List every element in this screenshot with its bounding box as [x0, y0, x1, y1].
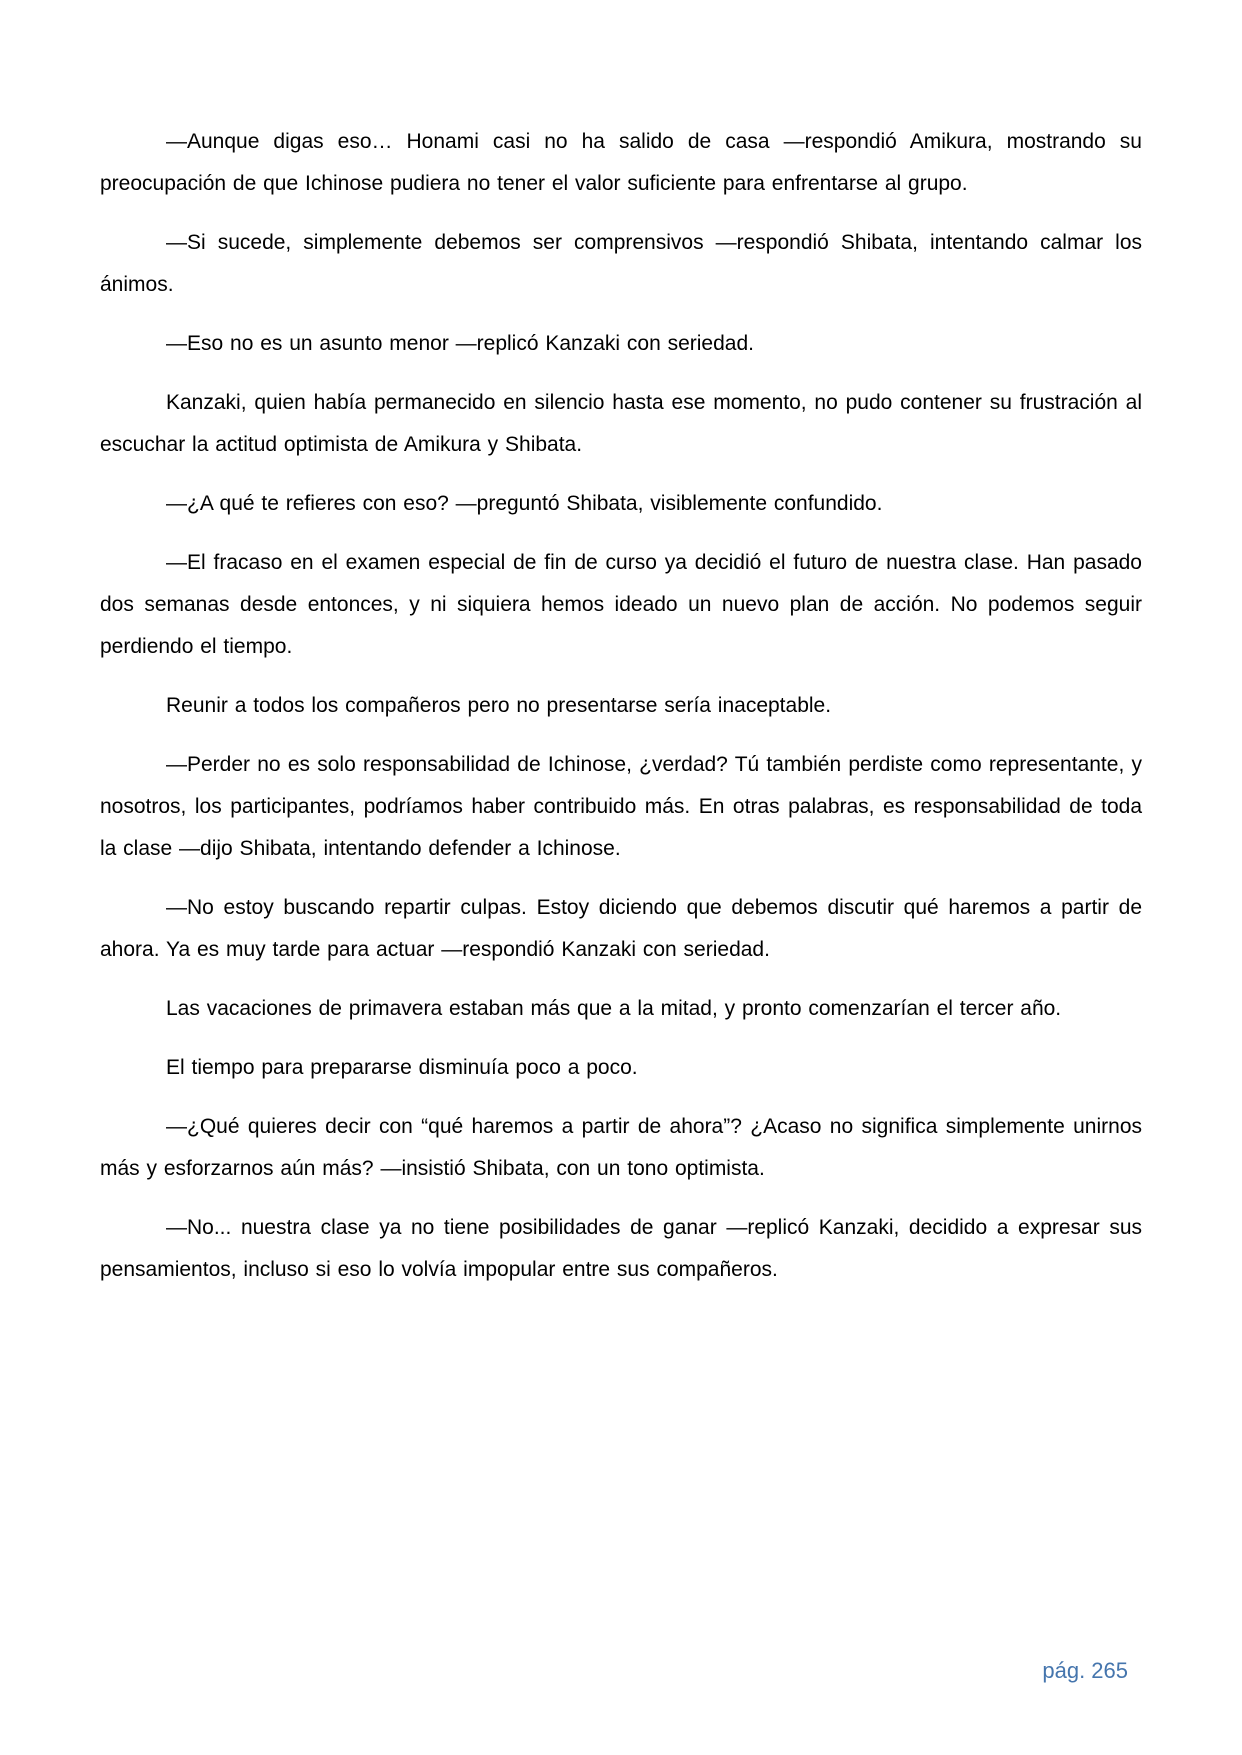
- text-body: [100, 121, 1142, 1308]
- paragraph: —Aunque digas eso… Honami casi no ha salido de casa —respondió Amikura, mostrando su preocupación de que Ichinose pudiera no tener el valor suficiente para enfrentarse al grupo.: [100, 130, 1142, 195]
- paragraph: —El fracaso en el examen especial de fin de curso ya decidió el futuro de nuestra clase. Han pasado dos semanas desde entonces, y ni siquiera hemos ideado un nuevo plan de acción. No podemos seguir perdiendo el tiempo.: [100, 551, 1142, 658]
- page-number: pág. 265: [1042, 1658, 1128, 1683]
- paragraph: —Si sucede, simplemente debemos ser comprensivos —respondió Shibata, intentando calmar los ánimos.: [100, 231, 1142, 296]
- paragraph: —Perder no es solo responsabilidad de Ichinose, ¿verdad? Tú también perdiste como representante, y nosotros, los participantes, podríamos haber contribuido más. En otras palabras, es responsabilidad de toda la clase —dijo Shibata, intentando defender a Ichinose.: [100, 753, 1142, 860]
- paragraph: —No... nuestra clase ya no tiene posibilidades de ganar —replicó Kanzaki, decidido a expresar sus pensamientos, incluso si eso lo volvía impopular entre sus compañeros.: [100, 1216, 1142, 1281]
- paragraph: Kanzaki, quien había permanecido en silencio hasta ese momento, no pudo contener su frustración al escuchar la actitud optimista de Amikura y Shibata.: [100, 391, 1142, 456]
- paragraph: —Eso no es un asunto menor —replicó Kanzaki con seriedad.: [166, 332, 754, 355]
- paragraph: Reunir a todos los compañeros pero no presentarse sería inaceptable.: [166, 694, 832, 717]
- paragraph: —¿Qué quieres decir con “qué haremos a partir de ahora”? ¿Acaso no significa simplemente unirnos más y esforzarnos aún más? —insistió Shibata, con un tono optimista.: [100, 1115, 1142, 1180]
- paragraph: —¿A qué te refieres con eso? —preguntó Shibata, visiblemente confundido.: [166, 492, 883, 515]
- paragraph: —No estoy buscando repartir culpas. Estoy diciendo que debemos discutir qué haremos a partir de ahora. Ya es muy tarde para actuar —respondió Kanzaki con seriedad.: [100, 896, 1142, 961]
- paragraph: Las vacaciones de primavera estaban más que a la mitad, y pronto comenzarían el tercer año.: [166, 997, 1062, 1020]
- paragraph: El tiempo para prepararse disminuía poco a poco.: [166, 1056, 638, 1079]
